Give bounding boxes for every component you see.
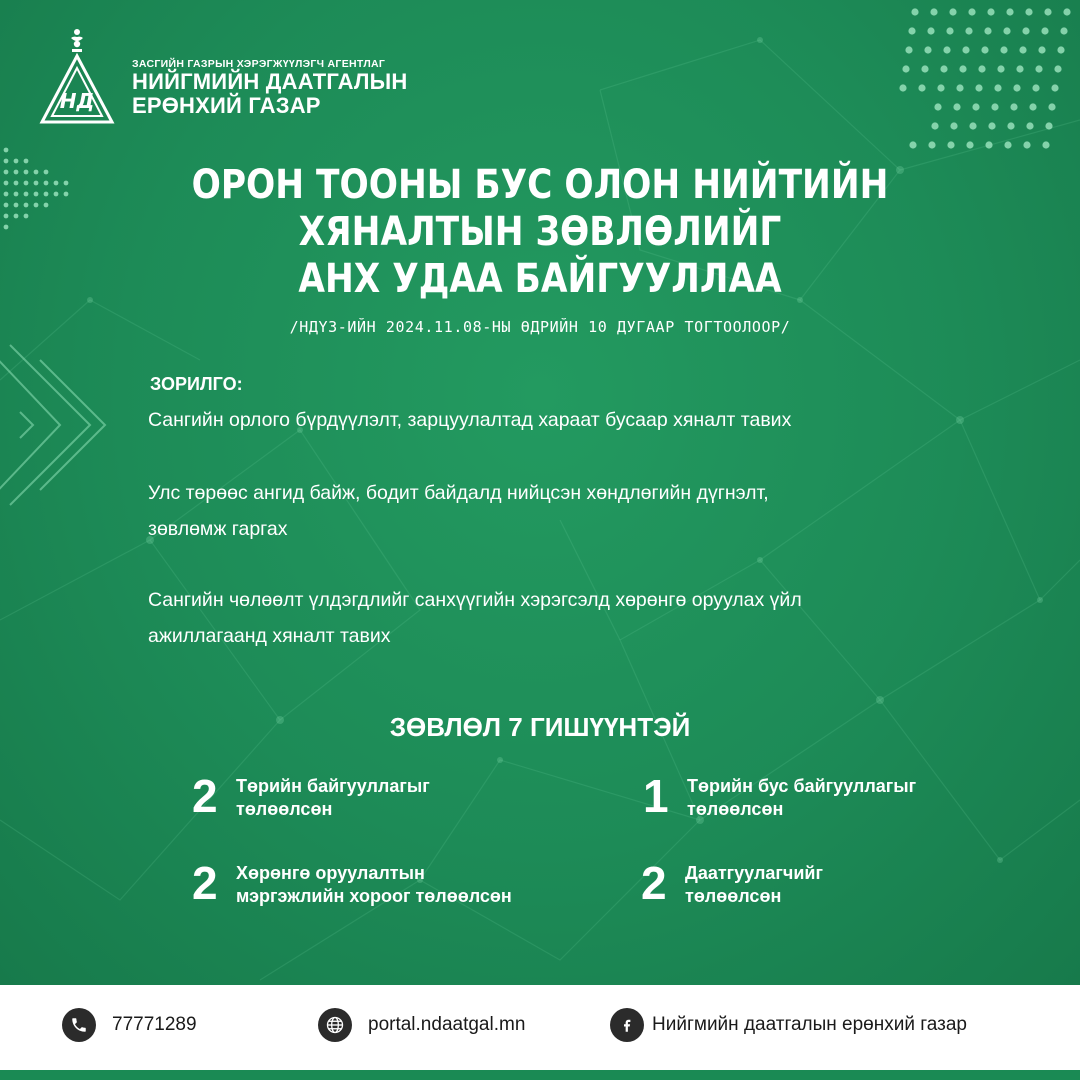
member-count: 2 <box>192 770 218 822</box>
goal-item-3-line2: ажиллагаанд хяналт тавих <box>148 625 391 647</box>
goal-item-2-line1: Улс төрөөс ангид байж, бодит байдалд нийцсэн хөндлөгийн дүгнэлт, <box>148 482 769 504</box>
facebook-page-name: Нийгмийн даатгалын ерөнхий газар <box>652 1014 967 1035</box>
goal-item-1 <box>148 402 968 438</box>
goal-item-2-line2: зөвлөмж гаргах <box>148 518 288 540</box>
member-label-line2: төлөөлсөн <box>685 886 782 906</box>
resolution-subtitle: /НДҮЗ-ИЙН 2024.11.08-НЫ ӨДРИЙН 10 ДУГААР ТОГТООЛООР/ <box>289 318 791 336</box>
website-link[interactable] <box>318 1007 525 1043</box>
facebook-icon <box>610 1008 644 1042</box>
page-title <box>76 162 1005 303</box>
member-count: 1 <box>643 770 669 822</box>
org-name-line2: ЕРӨНХИЙ ГАЗАР <box>132 93 321 118</box>
website-url: portal.ndaatgal.mn <box>368 1014 526 1035</box>
member-label <box>685 862 823 908</box>
goal-item-1-text: Сангийн орлого бүрдүүлэлт, зарцуулалтад хараат бусаар хяналт тавих <box>148 409 792 431</box>
globe-icon <box>318 1008 352 1042</box>
phone-contact[interactable] <box>62 1007 197 1043</box>
bottom-strip <box>0 1070 1080 1080</box>
member-label <box>236 862 512 908</box>
member-label <box>236 775 430 821</box>
member-count: 2 <box>641 857 667 909</box>
org-name-line1: НИЙГМИЙН ДААТГАЛЫН <box>132 69 408 94</box>
agency-type: ЗАСГИЙН ГАЗРЫН ХЭРЭГЖҮҮЛЭГЧ АГЕНТЛАГ <box>132 58 386 70</box>
title-line3: АНХ УДАА БАЙГУУЛЛАА <box>298 256 782 302</box>
facebook-link[interactable] <box>610 1007 967 1043</box>
phone-number: 77771289 <box>112 1014 197 1035</box>
member-label-line1: Даатгуулагчийг <box>685 863 823 883</box>
org-name-block <box>132 58 407 118</box>
member-label-line2: төлөөлсөн <box>236 799 333 819</box>
council-heading: ЗӨВЛӨЛ 7 ГИШҮҮНТЭЙ <box>389 712 691 742</box>
member-label-line1: Төрийн бус байгууллагыг <box>687 776 917 796</box>
member-count: 2 <box>192 857 218 909</box>
member-label-line2: мэргэжлийн хороог төлөөлсөн <box>236 886 512 906</box>
logo-letters: НД <box>59 89 95 113</box>
title-line2: ХЯНАЛТЫН ЗӨВЛӨЛИЙГ <box>298 209 782 255</box>
goal-item-3-line1: Сангийн чөлөөлт үлдэгдлийг санхүүгийн хэрэгсэлд хөрөнгө оруулах үйл <box>148 589 802 611</box>
goals-heading: ЗОРИЛГО: <box>150 374 243 394</box>
member-label <box>687 775 916 821</box>
member-label-line2: төлөөлсөн <box>687 799 784 819</box>
member-label-line1: Төрийн байгууллагыг <box>236 776 430 796</box>
goal-item-2 <box>148 475 968 547</box>
member-label-line1: Хөрөнгө оруулалтын <box>236 863 425 883</box>
goal-item-3 <box>148 582 968 654</box>
phone-icon <box>62 1008 96 1042</box>
title-line1: ОРОН ТООНЫ БУС ОЛОН НИЙТИЙН <box>191 162 889 208</box>
contact-footer <box>0 985 1080 1070</box>
